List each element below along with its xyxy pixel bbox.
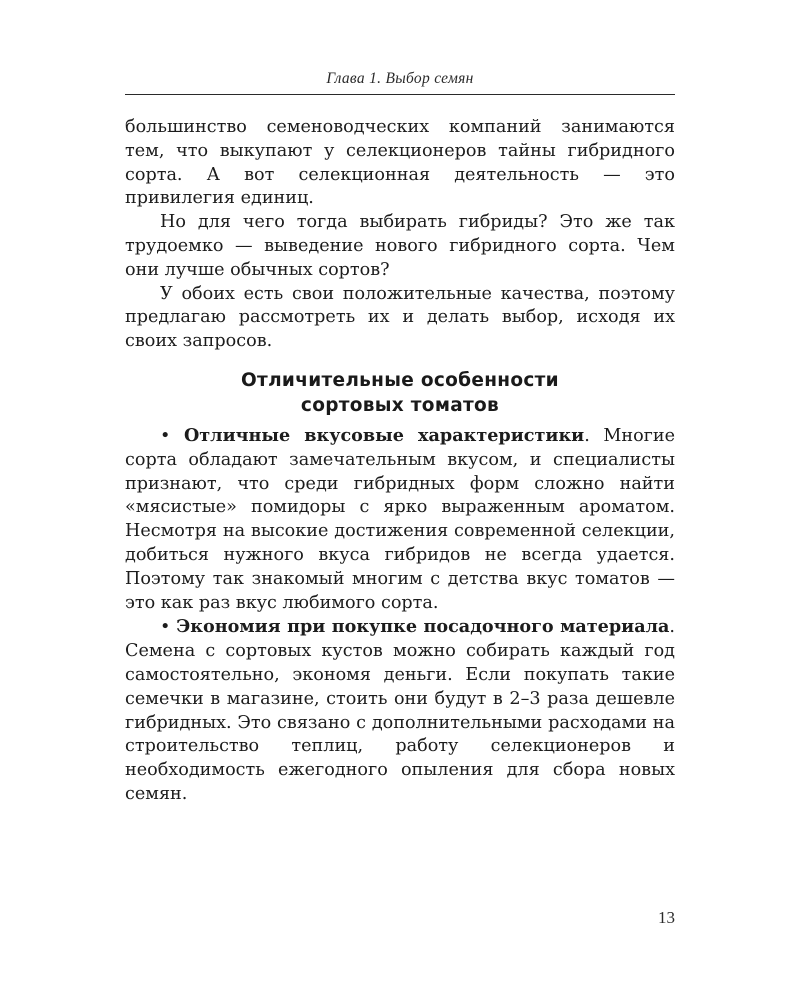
- bullet-lead-taste: Отличные вкусовые характеристики: [183, 424, 585, 446]
- paragraph: Но для чего тогда выбирать гибриды? Это же так трудоемко — выведение нового гибридного сорта. Чем они лучше обычных сортов?: [125, 212, 675, 280]
- bullet-lead-economy: Экономия при покупке посадочного материала: [176, 616, 670, 638]
- bullet-text-economy: . Семена с сортовых кустов можно собирать каждый год самостоятельно, экономя деньги. Если покупать такие семечки в магазине, стоить они будут в 2–3 раза дешевле гибридных. Это связано с дополнительными расходами на строительство теплиц, работу селекционеров и необходимость ежегодного опыления для сбора новых семян.: [125, 617, 676, 804]
- running-head: Глава 1. Выбор семян: [326, 70, 474, 87]
- page-number: 13: [658, 908, 675, 927]
- paragraph-continued: большинство семеноводческих компаний занимаются тем, что выкупают у селекционеров тайны гибридного сорта. А вот селекционная деятельность — это привилегия единиц.: [125, 117, 675, 209]
- bullet-paragraph-taste: [125, 424, 675, 615]
- bullet-paragraph-economy: [125, 615, 675, 806]
- header-rule: [125, 94, 675, 95]
- bullet-text-taste: . Многие сорта обладают замечательным вкусом, и специалисты признают, что среди гибридных форм сложно найти «мясистые» помидоры с ярко выраженным ароматом. Несмотря на высокие достижения современной селекции, добиться нужного вкуса гибридов не всегда удается. Поэтому так знакомый многим с детства вкус томатов — это как раз вкус любимого сорта.: [125, 425, 676, 613]
- section-heading-line-1: Отличительные особенности: [241, 369, 559, 391]
- bullet-marker: •: [160, 617, 171, 638]
- section-heading-line-2: сортовых томатов: [300, 394, 500, 416]
- page-body: [125, 116, 675, 807]
- section-heading: [125, 368, 675, 418]
- paragraph: У обоих есть свои положительные качества, поэтому предлагаю рассмотреть их и делать выбор, исходя их своих запросов.: [125, 283, 675, 352]
- bullet-marker: •: [160, 425, 171, 446]
